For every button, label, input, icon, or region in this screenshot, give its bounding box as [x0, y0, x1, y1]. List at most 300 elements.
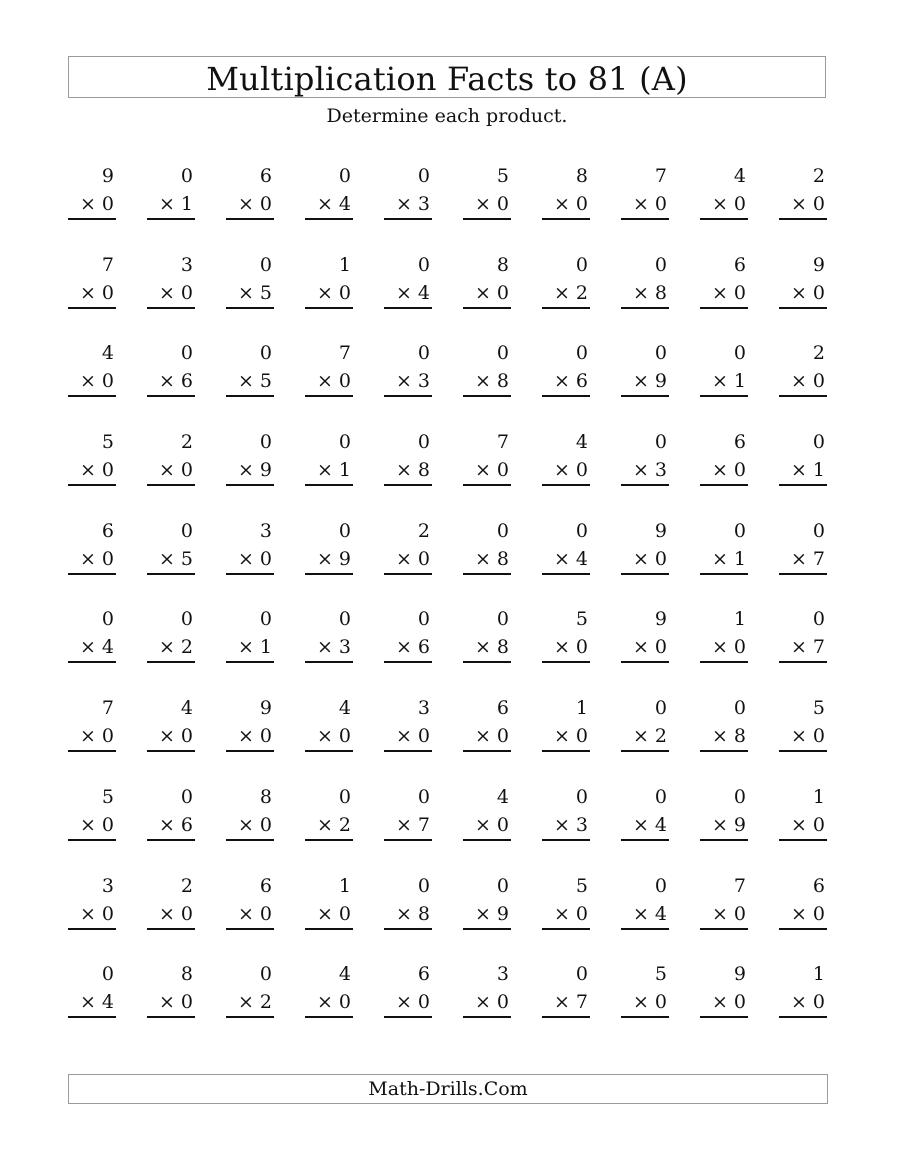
- problem-multiplier: × 0: [700, 279, 748, 309]
- problem-multiplicand: 2: [180, 431, 193, 454]
- problem-multiplicand: 1: [812, 785, 825, 808]
- problem-7-1: [68, 694, 116, 783]
- problem-1-7: [542, 162, 590, 251]
- problem-multiplier: × 0: [68, 900, 116, 930]
- problem-multiplicand: 4: [338, 963, 351, 986]
- problem-multiplicand: 2: [812, 342, 825, 365]
- problem-5-9: [700, 517, 748, 606]
- problem-multiplicand: 5: [575, 608, 588, 631]
- problem-multiplier: × 6: [147, 811, 195, 841]
- problem-multiplicand: 0: [338, 431, 351, 454]
- problem-6-5: [384, 605, 432, 694]
- problem-2-1: [68, 251, 116, 340]
- problem-multiplier: × 2: [621, 722, 669, 752]
- problem-5-3: [226, 517, 274, 606]
- problem-multiplicand: 3: [417, 697, 430, 720]
- problem-multiplicand: 5: [101, 785, 114, 808]
- problem-multiplicand: 9: [654, 519, 667, 542]
- problem-6-3: [226, 605, 274, 694]
- problem-2-10: [779, 251, 827, 340]
- problem-multiplier: × 7: [384, 811, 432, 841]
- problem-multiplier: × 0: [305, 722, 353, 752]
- problem-multiplicand: 0: [654, 253, 667, 276]
- problem-3-3: [226, 339, 274, 428]
- problem-10-10: [779, 960, 827, 1049]
- problem-multiplicand: 0: [338, 519, 351, 542]
- problem-multiplier: × 6: [147, 367, 195, 397]
- problem-4-6: [463, 428, 511, 517]
- problem-1-2: [147, 162, 195, 251]
- problem-multiplicand: 7: [338, 342, 351, 365]
- problem-multiplicand: 0: [575, 963, 588, 986]
- problem-multiplicand: 0: [259, 253, 272, 276]
- problem-multiplier: × 0: [621, 988, 669, 1018]
- problem-multiplier: × 0: [147, 722, 195, 752]
- problem-multiplier: × 9: [305, 545, 353, 575]
- problem-multiplier: × 0: [700, 900, 748, 930]
- problem-multiplicand: 6: [733, 253, 746, 276]
- problem-10-8: [621, 960, 669, 1049]
- problem-multiplier: × 0: [700, 988, 748, 1018]
- problem-multiplier: × 0: [779, 811, 827, 841]
- problem-5-7: [542, 517, 590, 606]
- problem-multiplicand: 6: [417, 963, 430, 986]
- problem-multiplicand: 2: [180, 874, 193, 897]
- problem-multiplicand: 0: [259, 608, 272, 631]
- problem-multiplier: × 6: [384, 633, 432, 663]
- problem-multiplier: × 8: [621, 279, 669, 309]
- problem-multiplier: × 1: [226, 633, 274, 663]
- problem-10-1: [68, 960, 116, 1049]
- problem-multiplier: × 0: [68, 279, 116, 309]
- problem-2-8: [621, 251, 669, 340]
- problem-multiplier: × 3: [305, 633, 353, 663]
- problem-multiplier: × 0: [542, 456, 590, 486]
- problem-1-1: [68, 162, 116, 251]
- problem-multiplier: × 0: [463, 988, 511, 1018]
- problem-multiplicand: 3: [496, 963, 509, 986]
- problem-multiplicand: 0: [654, 342, 667, 365]
- problem-3-2: [147, 339, 195, 428]
- problem-multiplier: × 8: [384, 456, 432, 486]
- problem-multiplicand: 0: [101, 963, 114, 986]
- problem-10-2: [147, 960, 195, 1049]
- problem-multiplicand: 1: [575, 697, 588, 720]
- problem-multiplier: × 4: [68, 988, 116, 1018]
- problem-3-7: [542, 339, 590, 428]
- problem-6-2: [147, 605, 195, 694]
- problem-multiplicand: 6: [733, 431, 746, 454]
- problem-multiplier: × 1: [305, 456, 353, 486]
- problem-8-5: [384, 783, 432, 872]
- problem-multiplicand: 0: [259, 963, 272, 986]
- problem-multiplicand: 3: [180, 253, 193, 276]
- problem-multiplier: × 0: [542, 633, 590, 663]
- problem-multiplicand: 5: [654, 963, 667, 986]
- problem-multiplier: × 0: [68, 811, 116, 841]
- problem-7-2: [147, 694, 195, 783]
- problem-9-7: [542, 872, 590, 961]
- problem-5-10: [779, 517, 827, 606]
- problem-8-6: [463, 783, 511, 872]
- problem-multiplicand: 7: [101, 253, 114, 276]
- problem-3-5: [384, 339, 432, 428]
- problem-10-9: [700, 960, 748, 1049]
- problem-multiplier: × 4: [621, 811, 669, 841]
- problem-multiplier: × 0: [226, 190, 274, 220]
- problem-multiplier: × 5: [147, 545, 195, 575]
- problem-7-6: [463, 694, 511, 783]
- problem-multiplicand: 9: [812, 253, 825, 276]
- problem-multiplicand: 4: [733, 165, 746, 187]
- problem-multiplicand: 5: [496, 165, 509, 187]
- problem-multiplicand: 0: [180, 165, 193, 187]
- problem-1-3: [226, 162, 274, 251]
- problem-multiplicand: 0: [496, 342, 509, 365]
- problem-multiplier: × 9: [226, 456, 274, 486]
- problem-multiplier: × 7: [779, 633, 827, 663]
- problem-8-3: [226, 783, 274, 872]
- problem-multiplicand: 4: [496, 785, 509, 808]
- problem-multiplier: × 8: [463, 633, 511, 663]
- problem-multiplicand: 2: [417, 519, 430, 542]
- problem-8-1: [68, 783, 116, 872]
- problem-2-7: [542, 251, 590, 340]
- problem-multiplicand: 0: [180, 785, 193, 808]
- problem-5-8: [621, 517, 669, 606]
- problem-multiplier: × 2: [542, 279, 590, 309]
- problem-1-8: [621, 162, 669, 251]
- problem-multiplier: × 1: [700, 367, 748, 397]
- problem-6-1: [68, 605, 116, 694]
- problem-5-1: [68, 517, 116, 606]
- problem-7-8: [621, 694, 669, 783]
- problem-multiplier: × 0: [779, 190, 827, 220]
- title-box: [68, 56, 826, 98]
- problem-multiplicand: 0: [654, 431, 667, 454]
- problem-8-9: [700, 783, 748, 872]
- problem-multiplier: × 0: [621, 545, 669, 575]
- problem-4-7: [542, 428, 590, 517]
- problem-multiplier: × 0: [226, 722, 274, 752]
- problem-multiplicand: 0: [180, 608, 193, 631]
- problem-5-2: [147, 517, 195, 606]
- problem-multiplicand: 4: [575, 431, 588, 454]
- problem-multiplier: × 0: [226, 811, 274, 841]
- problem-multiplier: × 3: [621, 456, 669, 486]
- problem-5-4: [305, 517, 353, 606]
- problem-multiplier: × 0: [147, 279, 195, 309]
- problem-2-5: [384, 251, 432, 340]
- problem-multiplier: × 0: [68, 190, 116, 220]
- problem-multiplier: × 0: [147, 456, 195, 486]
- problem-multiplier: × 0: [779, 900, 827, 930]
- problem-8-10: [779, 783, 827, 872]
- problem-multiplier: × 4: [68, 633, 116, 663]
- problem-multiplicand: 7: [733, 874, 746, 897]
- problem-multiplicand: 8: [180, 963, 193, 986]
- problem-multiplier: × 0: [384, 545, 432, 575]
- problem-multiplicand: 6: [259, 874, 272, 897]
- problem-8-8: [621, 783, 669, 872]
- problem-10-4: [305, 960, 353, 1049]
- problem-multiplicand: 0: [496, 874, 509, 897]
- problem-multiplicand: 0: [180, 519, 193, 542]
- problem-multiplicand: 4: [101, 342, 114, 365]
- problem-multiplicand: 0: [180, 342, 193, 365]
- problem-2-4: [305, 251, 353, 340]
- problem-multiplicand: 0: [417, 874, 430, 897]
- problem-8-2: [147, 783, 195, 872]
- problem-multiplier: × 0: [463, 190, 511, 220]
- problem-9-1: [68, 872, 116, 961]
- problem-multiplicand: 7: [654, 165, 667, 187]
- problem-multiplicand: 6: [496, 697, 509, 720]
- problem-multiplicand: 0: [654, 874, 667, 897]
- problem-multiplier: × 8: [463, 367, 511, 397]
- problem-multiplier: × 6: [542, 367, 590, 397]
- problem-multiplicand: 0: [417, 165, 430, 187]
- problem-multiplier: × 0: [542, 722, 590, 752]
- problem-7-5: [384, 694, 432, 783]
- problem-multiplier: × 7: [779, 545, 827, 575]
- problem-multiplicand: 6: [101, 519, 114, 542]
- problem-multiplicand: 5: [575, 874, 588, 897]
- problem-9-2: [147, 872, 195, 961]
- problem-multiplicand: 2: [812, 165, 825, 187]
- problem-multiplier: × 0: [621, 190, 669, 220]
- problem-multiplier: × 1: [700, 545, 748, 575]
- problem-4-2: [147, 428, 195, 517]
- problem-multiplier: × 1: [147, 190, 195, 220]
- problem-multiplicand: 9: [101, 165, 114, 187]
- problem-6-10: [779, 605, 827, 694]
- problem-4-9: [700, 428, 748, 517]
- problem-6-9: [700, 605, 748, 694]
- problem-multiplicand: 0: [338, 785, 351, 808]
- problem-multiplicand: 0: [417, 785, 430, 808]
- problem-3-4: [305, 339, 353, 428]
- problem-multiplier: × 2: [305, 811, 353, 841]
- problem-multiplicand: 7: [101, 697, 114, 720]
- problem-multiplicand: 0: [733, 342, 746, 365]
- problem-multiplicand: 1: [733, 608, 746, 631]
- problem-1-10: [779, 162, 827, 251]
- problem-multiplicand: 0: [733, 785, 746, 808]
- problem-multiplicand: 0: [417, 608, 430, 631]
- problem-2-9: [700, 251, 748, 340]
- problem-multiplicand: 0: [575, 253, 588, 276]
- problem-multiplicand: 0: [338, 608, 351, 631]
- problem-multiplier: × 3: [542, 811, 590, 841]
- problem-multiplier: × 0: [463, 722, 511, 752]
- problem-4-5: [384, 428, 432, 517]
- problem-multiplier: × 0: [305, 988, 353, 1018]
- problem-multiplier: × 0: [305, 279, 353, 309]
- problem-multiplier: × 0: [147, 900, 195, 930]
- problem-multiplicand: 0: [812, 519, 825, 542]
- problem-multiplier: × 0: [68, 456, 116, 486]
- problem-grid: [68, 162, 828, 1049]
- problem-9-6: [463, 872, 511, 961]
- problem-multiplier: × 0: [384, 722, 432, 752]
- problem-multiplicand: 0: [575, 342, 588, 365]
- problem-5-5: [384, 517, 432, 606]
- problem-multiplier: × 0: [700, 633, 748, 663]
- problem-multiplier: × 8: [463, 545, 511, 575]
- problem-multiplier: × 0: [779, 367, 827, 397]
- problem-10-3: [226, 960, 274, 1049]
- problem-multiplicand: 0: [101, 608, 114, 631]
- problem-multiplier: × 0: [68, 367, 116, 397]
- problem-9-4: [305, 872, 353, 961]
- problem-multiplier: × 0: [779, 279, 827, 309]
- problem-multiplicand: 0: [259, 342, 272, 365]
- problem-multiplicand: 0: [259, 431, 272, 454]
- problem-multiplier: × 0: [226, 900, 274, 930]
- problem-4-10: [779, 428, 827, 517]
- problem-multiplier: × 0: [542, 900, 590, 930]
- problem-multiplicand: 0: [496, 608, 509, 631]
- problem-7-10: [779, 694, 827, 783]
- problem-7-7: [542, 694, 590, 783]
- problem-multiplicand: 0: [812, 431, 825, 454]
- problem-multiplicand: 4: [338, 697, 351, 720]
- problem-multiplier: × 0: [542, 190, 590, 220]
- problem-multiplier: × 0: [463, 811, 511, 841]
- problem-multiplier: × 0: [384, 988, 432, 1018]
- problem-multiplier: × 8: [384, 900, 432, 930]
- problem-multiplicand: 3: [259, 519, 272, 542]
- problem-4-3: [226, 428, 274, 517]
- problem-multiplier: × 0: [463, 456, 511, 486]
- problem-multiplicand: 8: [259, 785, 272, 808]
- problem-3-10: [779, 339, 827, 428]
- problem-multiplier: × 0: [305, 367, 353, 397]
- problem-multiplicand: 0: [575, 785, 588, 808]
- problem-multiplicand: 5: [101, 431, 114, 454]
- problem-multiplier: × 1: [779, 456, 827, 486]
- problem-multiplier: × 0: [68, 722, 116, 752]
- problem-9-5: [384, 872, 432, 961]
- problem-multiplier: × 0: [463, 279, 511, 309]
- page-title: Multiplication Facts to 81 (A): [206, 60, 688, 98]
- problem-multiplier: × 9: [700, 811, 748, 841]
- problem-5-6: [463, 517, 511, 606]
- problem-6-8: [621, 605, 669, 694]
- problem-multiplier: × 0: [779, 988, 827, 1018]
- problem-10-7: [542, 960, 590, 1049]
- problem-multiplier: × 4: [305, 190, 353, 220]
- problem-multiplicand: 6: [812, 874, 825, 897]
- problem-multiplier: × 4: [542, 545, 590, 575]
- problem-1-4: [305, 162, 353, 251]
- problem-multiplicand: 9: [259, 697, 272, 720]
- problem-3-6: [463, 339, 511, 428]
- problem-10-6: [463, 960, 511, 1049]
- footer-text: Math-Drills.Com: [368, 1077, 528, 1100]
- problem-multiplicand: 9: [654, 608, 667, 631]
- footer-box: [68, 1074, 828, 1104]
- problem-multiplier: × 9: [621, 367, 669, 397]
- problem-1-9: [700, 162, 748, 251]
- instructions: Determine each product.: [326, 105, 568, 127]
- problem-2-6: [463, 251, 511, 340]
- problem-multiplier: × 8: [700, 722, 748, 752]
- problem-4-8: [621, 428, 669, 517]
- problem-8-4: [305, 783, 353, 872]
- problem-multiplicand: 4: [180, 697, 193, 720]
- problem-multiplier: × 5: [226, 279, 274, 309]
- problem-multiplier: × 2: [226, 988, 274, 1018]
- problem-multiplier: × 4: [621, 900, 669, 930]
- problem-9-8: [621, 872, 669, 961]
- problem-2-2: [147, 251, 195, 340]
- problem-1-6: [463, 162, 511, 251]
- problem-multiplicand: 1: [338, 874, 351, 897]
- problem-multiplicand: 0: [654, 785, 667, 808]
- problem-multiplicand: 8: [575, 165, 588, 187]
- problem-multiplier: × 0: [700, 190, 748, 220]
- problem-4-1: [68, 428, 116, 517]
- problem-multiplicand: 1: [338, 253, 351, 276]
- problem-multiplicand: 0: [733, 697, 746, 720]
- problem-3-8: [621, 339, 669, 428]
- problem-multiplier: × 5: [226, 367, 274, 397]
- problem-7-3: [226, 694, 274, 783]
- problem-multiplicand: 9: [733, 963, 746, 986]
- problem-multiplier: × 3: [384, 190, 432, 220]
- problem-multiplier: × 0: [226, 545, 274, 575]
- problem-multiplier: × 4: [384, 279, 432, 309]
- problem-multiplicand: 0: [417, 342, 430, 365]
- problem-7-4: [305, 694, 353, 783]
- problem-1-5: [384, 162, 432, 251]
- problem-multiplier: × 0: [68, 545, 116, 575]
- problem-3-1: [68, 339, 116, 428]
- problem-multiplicand: 0: [338, 165, 351, 187]
- problem-multiplier: × 7: [542, 988, 590, 1018]
- problem-9-10: [779, 872, 827, 961]
- problem-multiplier: × 0: [305, 900, 353, 930]
- problem-9-3: [226, 872, 274, 961]
- problem-multiplicand: 0: [417, 431, 430, 454]
- problem-multiplier: × 0: [147, 988, 195, 1018]
- problem-7-9: [700, 694, 748, 783]
- problem-9-9: [700, 872, 748, 961]
- problem-multiplicand: 0: [654, 697, 667, 720]
- problem-multiplicand: 0: [575, 519, 588, 542]
- problem-multiplier: × 0: [700, 456, 748, 486]
- problem-2-3: [226, 251, 274, 340]
- problem-multiplicand: 1: [812, 963, 825, 986]
- problem-3-9: [700, 339, 748, 428]
- problem-multiplicand: 5: [812, 697, 825, 720]
- problem-multiplicand: 0: [417, 253, 430, 276]
- problem-multiplier: × 9: [463, 900, 511, 930]
- problem-multiplicand: 0: [812, 608, 825, 631]
- problem-multiplier: × 0: [621, 633, 669, 663]
- problem-multiplier: × 2: [147, 633, 195, 663]
- problem-6-7: [542, 605, 590, 694]
- problem-multiplicand: 8: [496, 253, 509, 276]
- problem-multiplier: × 3: [384, 367, 432, 397]
- problem-multiplicand: 0: [496, 519, 509, 542]
- problem-8-7: [542, 783, 590, 872]
- problem-10-5: [384, 960, 432, 1049]
- problem-multiplicand: 7: [496, 431, 509, 454]
- problem-4-4: [305, 428, 353, 517]
